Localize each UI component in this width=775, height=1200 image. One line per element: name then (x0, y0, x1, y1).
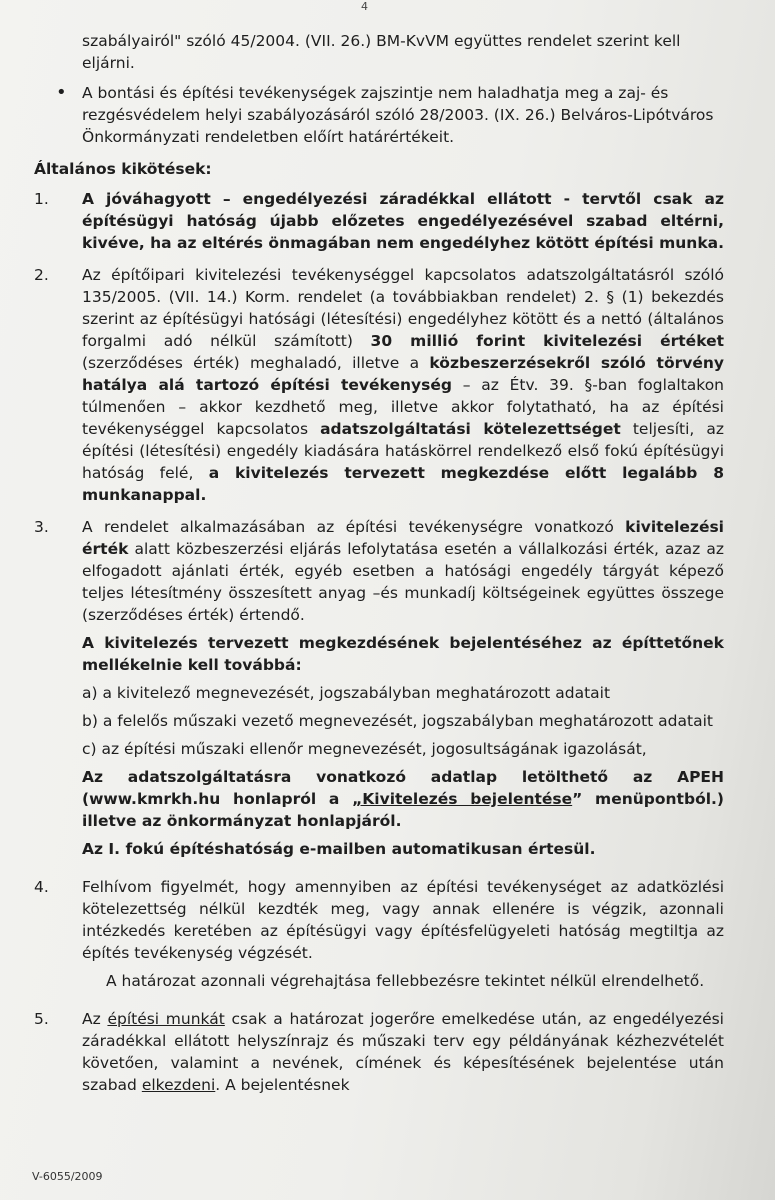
form-paragraph (82, 766, 724, 832)
list-item-5 (34, 1008, 724, 1096)
item-number: 2. (34, 266, 49, 284)
page-number: 4 (361, 0, 368, 13)
bullet-text: A bontási és építési tevékenységek zajszintje nem haladhatja meg a zaj- és rezgésvédelem helyi szabályozásáról szóló 28/2003. (IX. 26.) Belváros-Lipótváros Önkormányzati rendeletben előírt határértékeit. (82, 84, 714, 146)
sub-item-a: a) a kivitelező megnevezését, jogszabályban meghatározott adatait (82, 684, 611, 702)
text-run: teljesíti, az építési (létesítési) engedély kiadására hatáskörrel rendelkező első fokú építésügyi hatóság felé, (82, 420, 724, 482)
item-paragraph: Felhívom figyelmét, hogy amennyiben az építési tevékenységet az adatközlési kötelezettség nélkül kezdték meg, vagy annak ellenére is végzik, azonnali intézkedés keretében az építésügyi vagy építésfelügyeleti hatóság megtiltja az építés tevékenység végzését. (82, 878, 724, 962)
item-subparagraph: A határozat azonnali végrehajtása fellebbezésre tekintet nélkül elrendelhető. (106, 972, 705, 990)
text-run: (szerződéses érték) meghaladó, illetve a (82, 354, 430, 372)
list-item-1 (34, 188, 724, 254)
item-text: A jóváhagyott – engedélyezési záradékkal ellátott - tervtől csak az építésügyi hatóság újabb előzetes engedélyezésével szabad eltérni, kivéve, ha az eltérés önmagában nem engedélyhez kötött építési munka. (82, 190, 724, 252)
text-run: – az Étv. 39. §-ban foglaltakon túlmenően – akkor kezdhető meg, illetve akkor folytatható, ha az építési tevékenységgel kapcsolatos (82, 376, 724, 438)
item-text (82, 1008, 724, 1096)
item-text (82, 264, 724, 506)
section-heading: Általános kikötések: (34, 160, 212, 178)
item-number: 4. (34, 878, 49, 896)
bold-run: közbeszerzésekről szóló törvény hatálya alá tartozó építési tevékenység (82, 354, 724, 394)
bold-run: 30 millió forint kivitelezési értéket (370, 332, 725, 350)
text-run: Az adatszolgáltatásra vonatkozó adatlap letölthető az APEH (www.kmrkh.hu honlapról a (82, 768, 724, 808)
text-run: csak a határozat jogerőre emelkedése után, az engedélyezési záradékkal ellátott helyszínrajz és műszaki terv egy példányának kézhezvételét követően, valamint a nevének, címének és képesítésének bejelentése után szabad (82, 1010, 724, 1094)
bold-run: kivitelezési érték (82, 518, 724, 558)
bullet-icon: • (56, 82, 67, 103)
menu-link: „Kivitelezés bejelentése (352, 790, 573, 808)
document-body (34, 30, 724, 1106)
text-run: alatt közbeszerzési eljárás lefolytatása esetén a vállalkozási érték, azaz az elfogadott ajánlati érték, egyéb esetben a hatósági engedély tárgyát képező teljes létesítmény összesített anyag –és munkadíj költségeinek együttes összege (szerződéses érték) értendő. (82, 540, 724, 624)
continuation-paragraph: szabályairól" szóló 45/2004. (VII. 26.) BM-KvVM együttes rendelet szerint kell eljárni. (82, 32, 681, 72)
footer-reference: V-6055/2009 (32, 1170, 103, 1183)
notice-paragraph: A kivitelezés tervezett megkezdésének bejelentéséhez az építtetőnek mellékelnie kell továbbá: (82, 634, 724, 674)
bold-run: a kivitelezés tervezett megkezdése előtt legalább 8 munkanappal. (82, 464, 724, 504)
item-number: 1. (34, 190, 49, 208)
list-item-2 (34, 264, 724, 506)
bullet-item (34, 82, 724, 148)
text-run: . A bejelentésnek (215, 1076, 350, 1094)
underlined-run: elkezdeni (141, 1076, 216, 1094)
text-run: Az építőipari kivitelezési tevékenységgel kapcsolatos adatszolgáltatásról szóló 135/2005. (VII. 14.) Korm. rendelet (a továbbiakban rendelet) 2. § (1) bekezdés szerint az építésügyi hatósági (létesítési) engedélyhez kötött és a nettó (általános forgalmi adó nélkül számított) (82, 266, 724, 350)
email-paragraph: Az I. fokú építéshatóság e-mailben automatikusan értesül. (82, 840, 596, 858)
bold-run: adatszolgáltatási kötelezettséget (320, 420, 621, 438)
sub-item-b: b) a felelős műszaki vezető megnevezését, jogszabályban meghatározott adatait (82, 712, 713, 730)
text-run: ” menüpontból.) illetve az önkormányzat honlapjáról. (82, 790, 724, 830)
item-paragraph (82, 516, 724, 626)
list-item-3 (34, 516, 724, 866)
text-run: A rendelet alkalmazásában az építési tevékenységre vonatkozó (82, 518, 626, 536)
item-number: 3. (34, 518, 49, 536)
item-text (82, 876, 724, 998)
item-number: 5. (34, 1010, 49, 1028)
list-item-4 (34, 876, 724, 998)
underlined-run: építési munkát (107, 1010, 225, 1028)
text-run: Az (82, 1010, 108, 1028)
item-text (82, 516, 724, 866)
sub-item-c: c) az építési műszaki ellenőr megnevezését, jogosultságának igazolását, (82, 740, 647, 758)
